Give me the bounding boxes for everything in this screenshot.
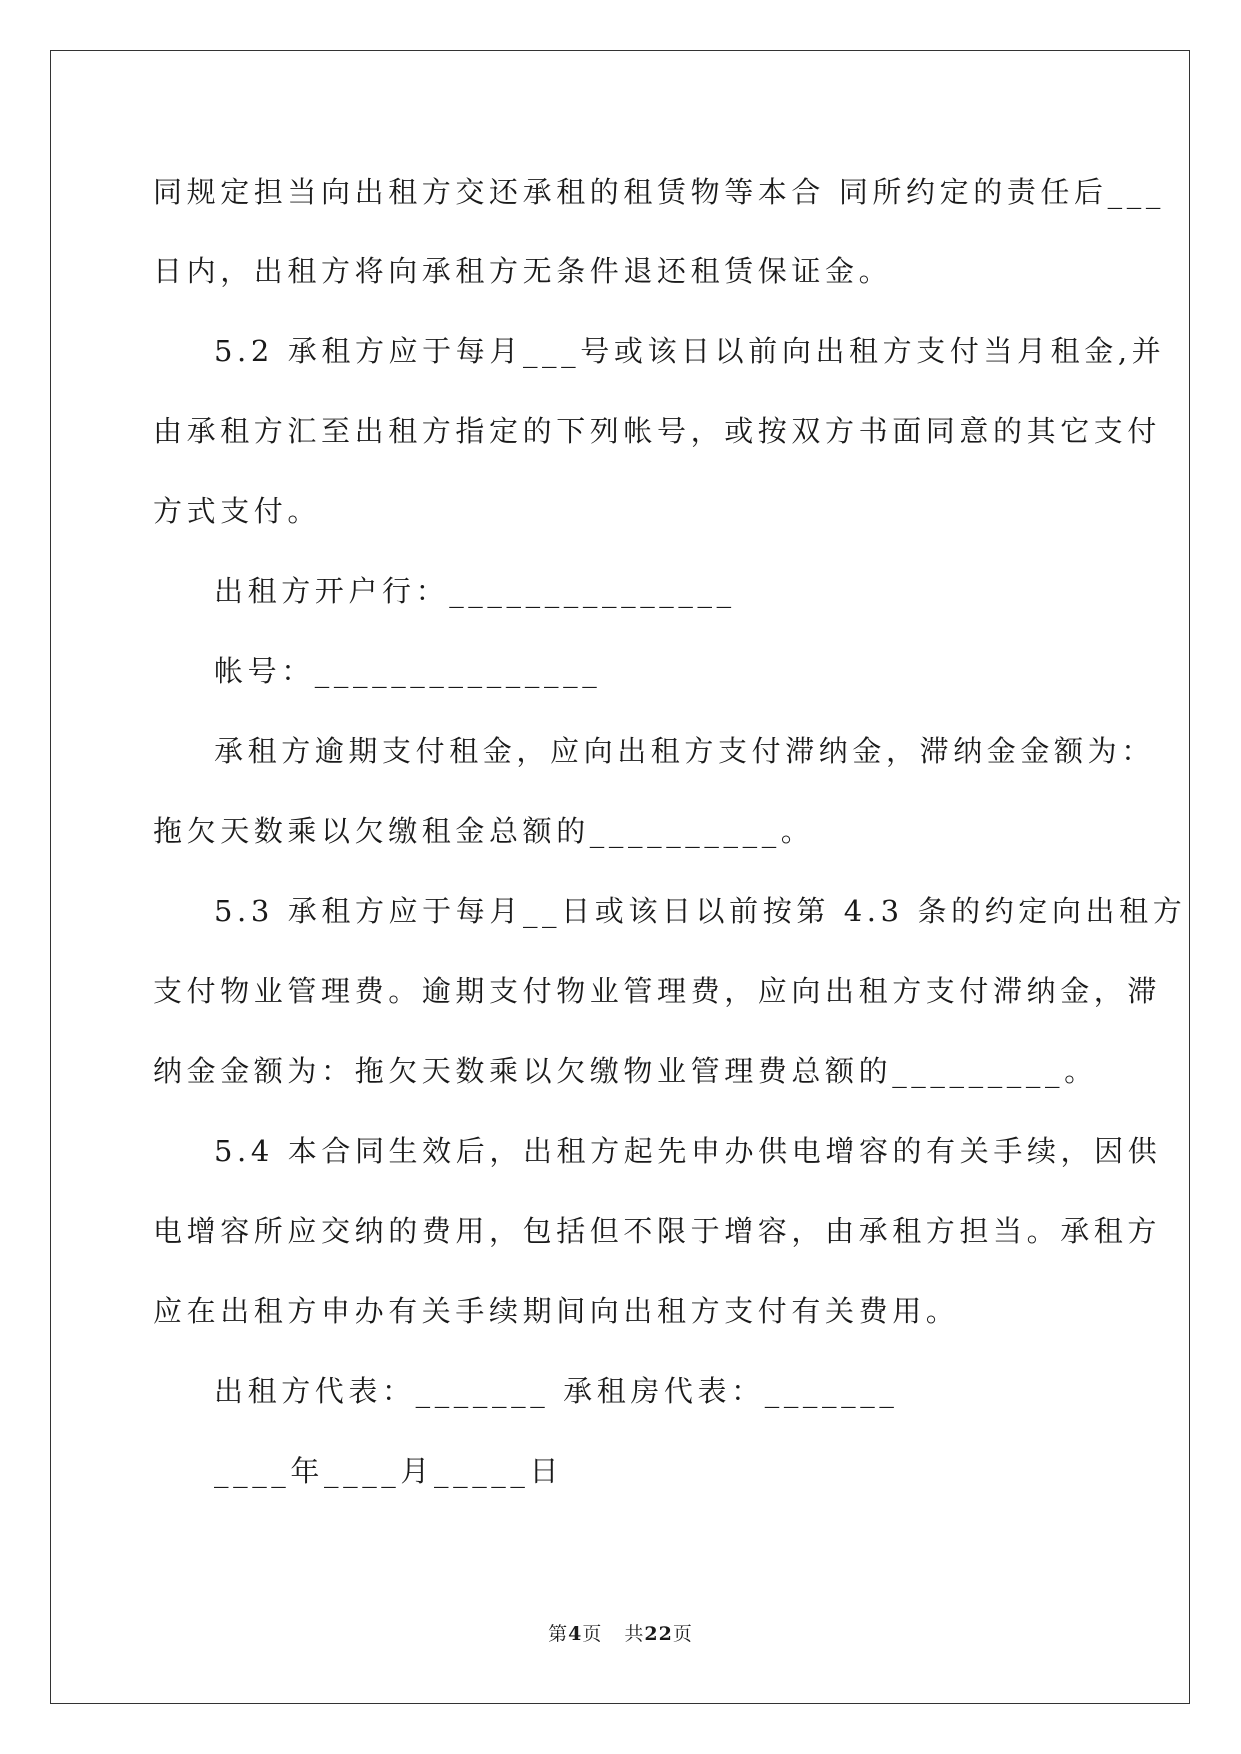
clause-5-2-line-2: 由承租方汇至出租方指定的下列帐号，或按双方书面同意的其它支付: [153, 414, 1162, 448]
clause-5-3-line-3: 纳金金额为：拖欠天数乘以欠缴物业管理费总额的_________。: [153, 1054, 1098, 1088]
footer-total-pages: 22: [644, 1623, 673, 1645]
footer-page-suffix: 页: [582, 1623, 603, 1645]
clause-5-2-line-1: 5.2 承租方应于每月___号或该日以前向出租方支付当月租金,并: [214, 334, 1166, 368]
bank-field: 出租方开户行：_______________: [214, 574, 736, 608]
clause-5-4-line-3: 应在出租方申办有关手续期间向出租方支付有关费用。: [153, 1294, 960, 1328]
clause-5-2-line-3: 方式支付。: [153, 494, 322, 528]
clause-5-4-line-2: 电增容所应交纳的费用，包括但不限于增容，由承租方担当。承租方: [153, 1214, 1162, 1248]
late-fee-line-2: 拖欠天数乘以欠缴租金总额的__________。: [153, 814, 815, 848]
date-line: ____年____月_____日: [214, 1454, 564, 1488]
late-fee-line-1: 承租方逾期支付租金，应向出租方支付滞纳金，滞纳金金额为：: [214, 734, 1155, 768]
clause-5-3-line-2: 支付物业管理费。逾期支付物业管理费，应向出租方支付滞纳金，滞: [153, 974, 1162, 1008]
footer-page-number: 4: [568, 1623, 583, 1645]
clause-5-3-line-1: 5.3 承租方应于每月__日或该日以前按第 4.3 条的约定向出租方: [214, 894, 1187, 928]
footer-prefix: 第: [548, 1623, 569, 1645]
footer-total-suffix: 页: [672, 1623, 693, 1645]
signature-line: 出租方代表：_______ 承租房代表：_______: [214, 1374, 899, 1408]
text-line-1: 同规定担当向出租方交还承租的租赁物等本合 同所约定的责任后___: [153, 175, 1165, 209]
page-footer: [0, 1621, 1241, 1647]
footer-total-prefix: 共: [624, 1623, 645, 1645]
account-field: 帐号：_______________: [214, 654, 602, 688]
text-line-2: 日内，出租方将向承租方无条件退还租赁保证金。: [153, 254, 893, 288]
clause-5-4-line-1: 5.4 本合同生效后，出租方起先申办供电增容的有关手续，因供: [214, 1134, 1162, 1168]
